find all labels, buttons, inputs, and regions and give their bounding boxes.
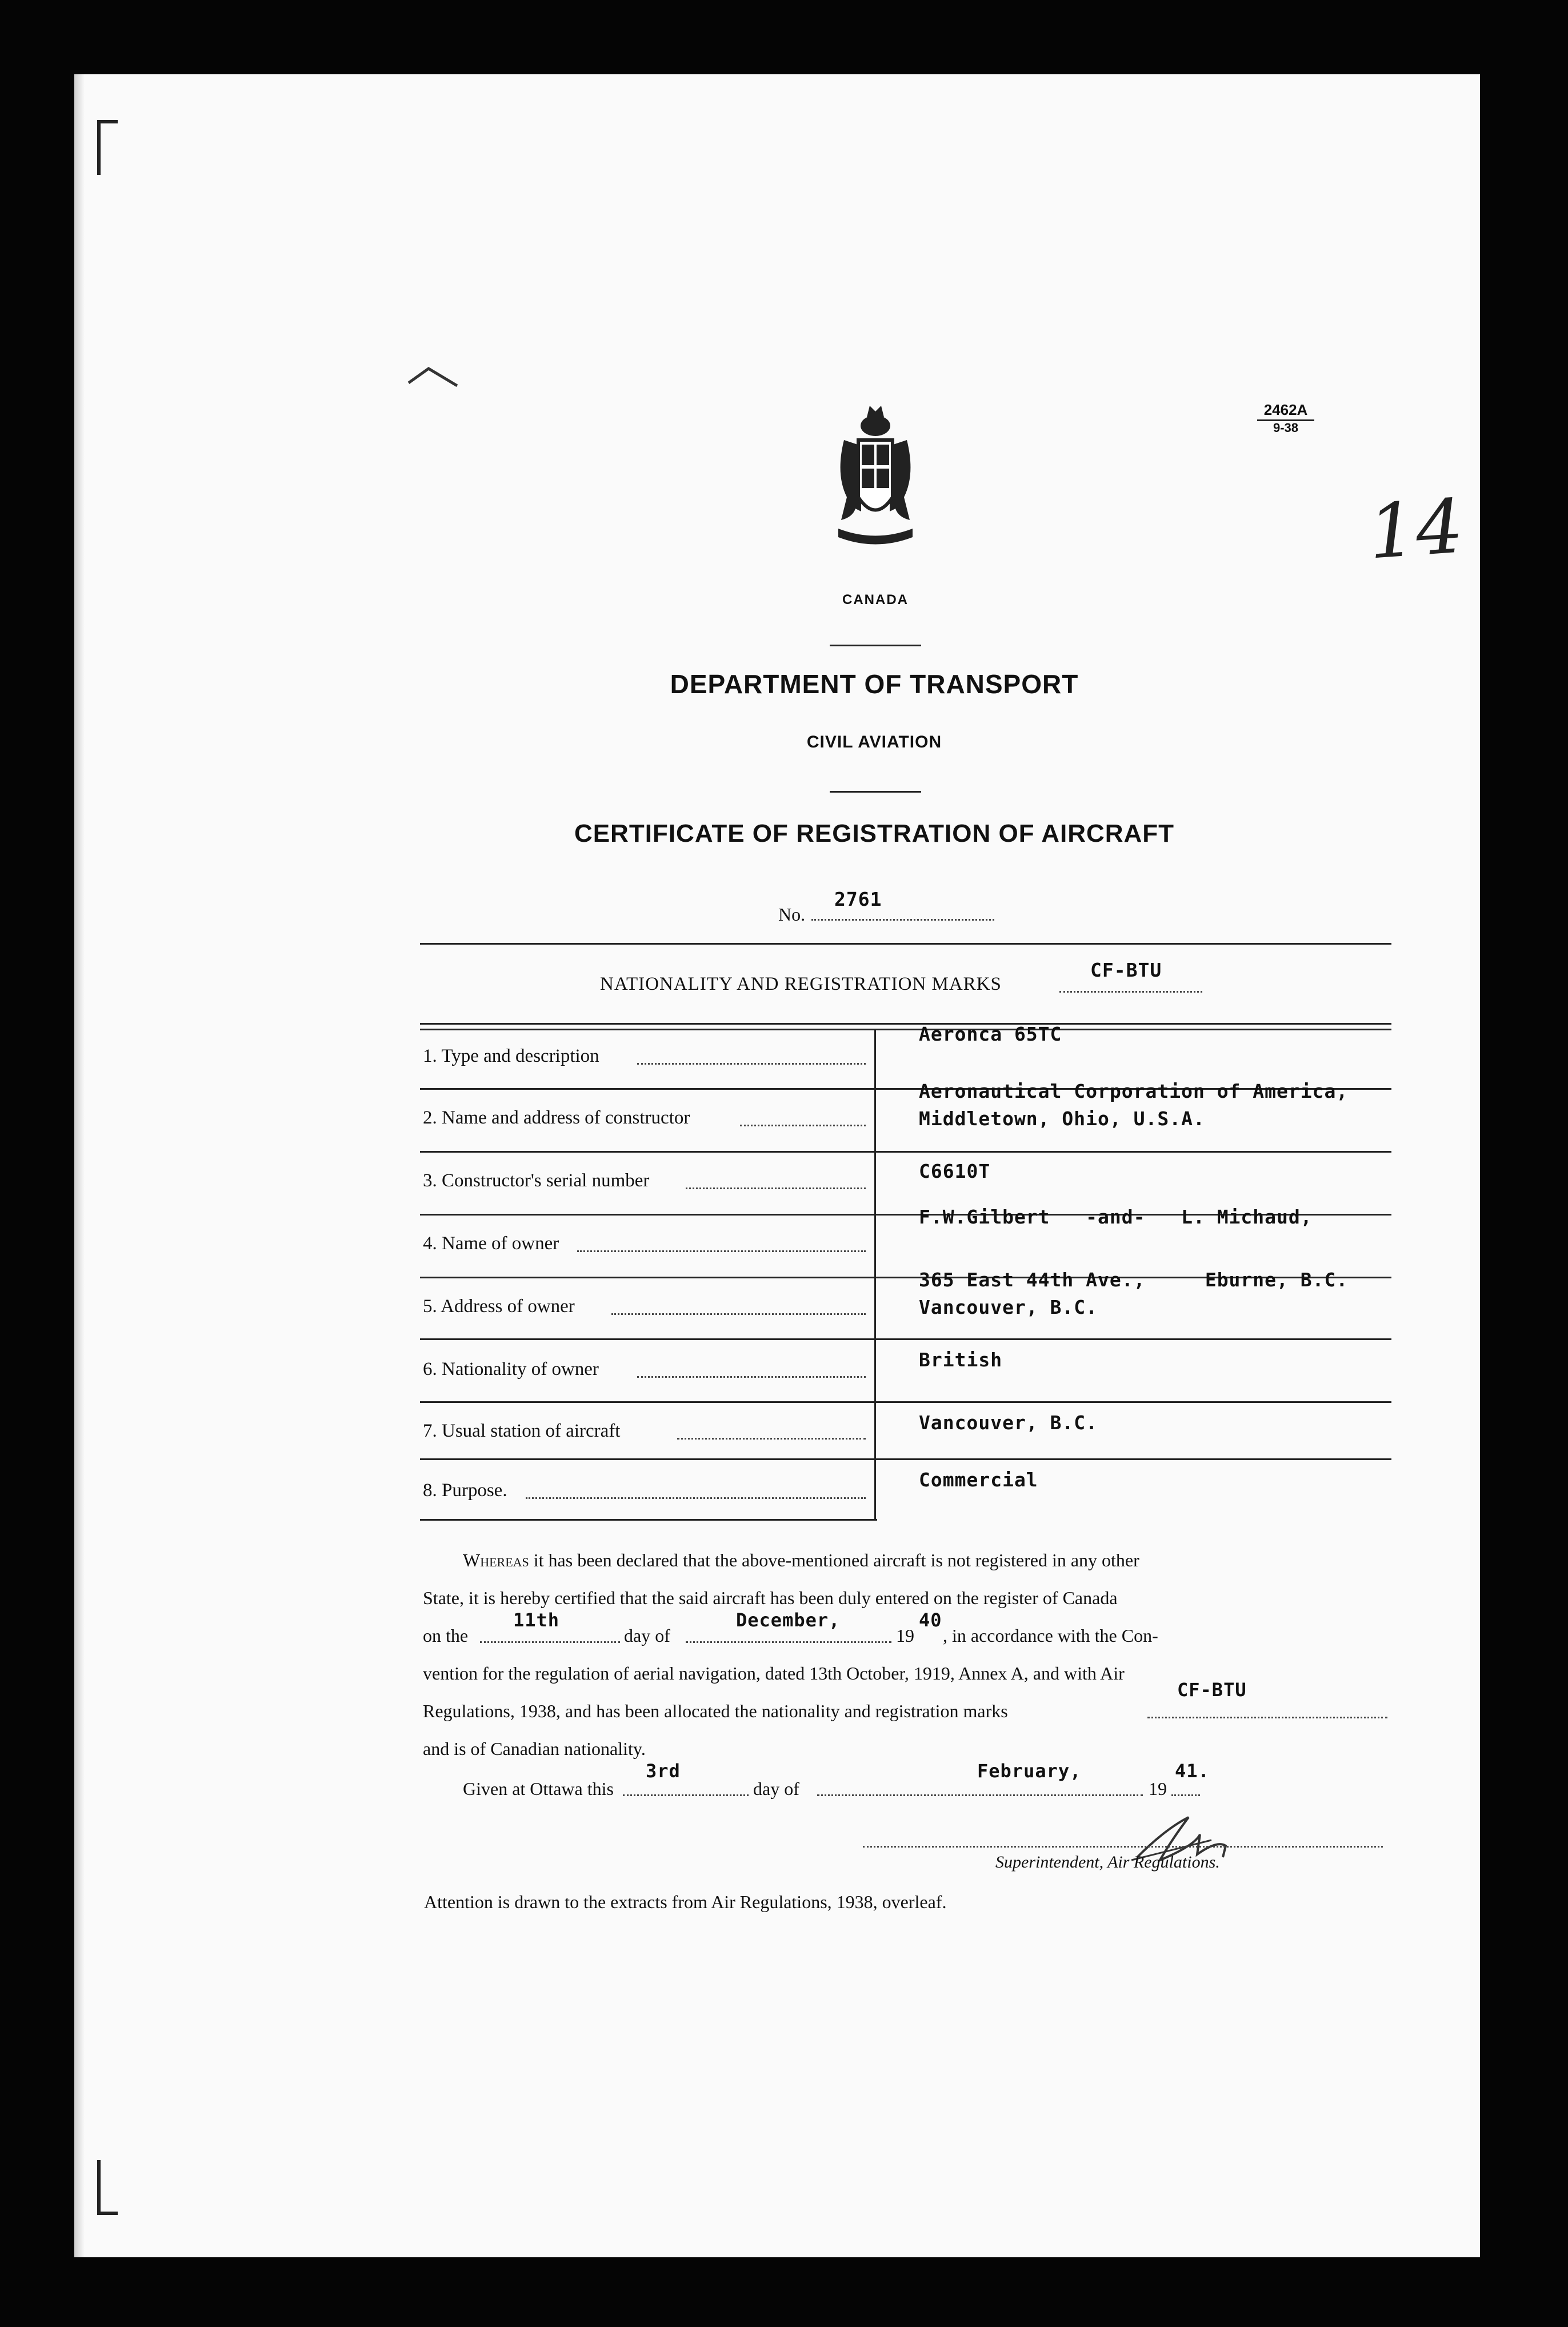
day-value: 11th xyxy=(513,1609,560,1631)
certificate-page xyxy=(74,74,1480,2257)
given-year-value: 41. xyxy=(1175,1760,1210,1782)
paper-edge-shadow xyxy=(74,74,85,2257)
row-value-purpose: Commercial xyxy=(919,1469,1038,1491)
row-value-owner-address-2: Vancouver, B.C. xyxy=(919,1296,1098,1318)
registration-marks-label: NATIONALITY AND REGISTRATION MARKS xyxy=(600,974,1002,994)
row-rule xyxy=(420,1401,1391,1403)
body-line-3-tail: , in accordance with the Con- xyxy=(943,1625,1158,1646)
row-dots xyxy=(637,1376,866,1378)
certificate-title: CERTIFICATE OF REGISTRATION OF AIRCRAFT xyxy=(574,819,1175,847)
row-label-station: 7. Usual station of aircraft xyxy=(423,1421,621,1441)
row-dots xyxy=(577,1250,866,1252)
department-heading: DEPARTMENT OF TRANSPORT xyxy=(670,669,1079,699)
body-line-6: and is of Canadian nationality. xyxy=(423,1738,646,1759)
header-rule-2 xyxy=(830,791,921,793)
row-rule xyxy=(420,1338,1391,1340)
given-year-prefix: 19 xyxy=(1149,1778,1167,1799)
stray-pen-mark xyxy=(406,360,463,394)
row-dots xyxy=(526,1497,866,1499)
coat-of-arms-caption: CANADA xyxy=(842,592,909,607)
handwritten-page-number: 14 xyxy=(1365,482,1466,576)
given-month-value: February, xyxy=(977,1760,1082,1782)
form-date: 9-38 xyxy=(1273,421,1299,435)
table-top-rule-1 xyxy=(420,1023,1391,1025)
registration-marks-value: CF-BTU xyxy=(1090,959,1162,981)
on-the-text: on the xyxy=(423,1625,469,1646)
allocated-marks-value: CF-BTU xyxy=(1177,1679,1247,1701)
row-value-station: Vancouver, B.C. xyxy=(919,1412,1098,1434)
month-dots xyxy=(686,1641,891,1643)
form-number: 2462A xyxy=(1263,401,1308,418)
table-bottom-rule xyxy=(420,1519,877,1521)
whereas-word: Whereas xyxy=(463,1550,529,1570)
row-dots xyxy=(740,1125,866,1126)
attention-note: Attention is drawn to the extracts from Air Regulations, 1938, overleaf. xyxy=(424,1892,947,1912)
row-label-constructor: 2. Name and address of constructor xyxy=(423,1107,690,1128)
row-dots xyxy=(677,1438,866,1440)
given-month-dots xyxy=(817,1794,1143,1796)
certificate-number-label: No. xyxy=(778,904,806,925)
day-of-text: day of xyxy=(624,1625,670,1646)
row-value-serial: C6610T xyxy=(919,1160,991,1182)
row-value-constructor-2: Middletown, Ohio, U.S.A. xyxy=(919,1107,1205,1130)
row-dots xyxy=(611,1313,866,1315)
registration-marks-dots xyxy=(1059,991,1202,993)
crop-mark-top-left xyxy=(97,120,118,175)
row-label-owner-name: 4. Name of owner xyxy=(423,1233,559,1254)
body-line-4: vention for the regulation of aerial navigation, dated 13th October, 1919, Annex A, and with Air xyxy=(423,1663,1125,1684)
table-top-rule-2 xyxy=(420,1029,1391,1030)
signature-title: Superintendent, Air Regulations. xyxy=(995,1853,1220,1872)
row-dots xyxy=(686,1188,866,1189)
year-prefix: 19 xyxy=(896,1625,914,1646)
row-value-owner-address-1: 365 East 44th Ave., Eburne, B.C. xyxy=(919,1269,1349,1291)
given-day-dots xyxy=(623,1794,749,1796)
marks-dots xyxy=(1147,1717,1387,1718)
body-line-5-text: Regulations, 1938, and has been allocated the nationality and registration marks xyxy=(423,1701,1008,1721)
crop-mark-bottom-left xyxy=(97,2160,118,2215)
certificate-number-dots xyxy=(811,919,994,921)
header-rule-1 xyxy=(830,645,921,646)
coat-of-arms-emblem xyxy=(830,400,921,589)
row-label-type: 1. Type and description xyxy=(423,1046,599,1066)
row-rule xyxy=(420,1151,1391,1153)
branch-heading: CIVIL AVIATION xyxy=(806,733,942,751)
table-column-divider xyxy=(874,1030,876,1520)
year-value: 40 xyxy=(919,1609,942,1631)
row-label-serial: 3. Constructor's serial number xyxy=(423,1170,650,1191)
row-value-type: Aeronca 65TC xyxy=(919,1023,1062,1045)
month-value: December, xyxy=(736,1609,841,1631)
body-line-2: State, it is hereby certified that the said aircraft has been duly entered on the register of Canada xyxy=(423,1588,1118,1608)
signature-dots xyxy=(863,1846,1383,1848)
day-dots xyxy=(480,1641,620,1643)
row-value-nationality: British xyxy=(919,1349,1003,1371)
row-label-purpose: 8. Purpose. xyxy=(423,1480,507,1501)
given-day-of-text: day of xyxy=(753,1778,799,1799)
marks-top-rule xyxy=(420,943,1391,945)
body-line-1-text: it has been declared that the above-mentioned aircraft is not registered in any other xyxy=(533,1550,1139,1570)
row-label-owner-address: 5. Address of owner xyxy=(423,1296,575,1317)
given-day-value: 3rd xyxy=(646,1760,681,1782)
certificate-number-value: 2761 xyxy=(834,888,882,910)
row-rule xyxy=(420,1458,1391,1460)
given-at-text: Given at Ottawa this xyxy=(463,1778,614,1799)
row-dots xyxy=(637,1063,866,1065)
row-value-owner-name: F.W.Gilbert -and- L. Michaud, xyxy=(919,1206,1313,1228)
given-year-dots xyxy=(1171,1794,1200,1796)
row-label-nationality: 6. Nationality of owner xyxy=(423,1359,599,1380)
row-value-constructor-1: Aeronautical Corporation of America, xyxy=(919,1080,1349,1102)
body-line-1 xyxy=(463,1550,1139,1571)
